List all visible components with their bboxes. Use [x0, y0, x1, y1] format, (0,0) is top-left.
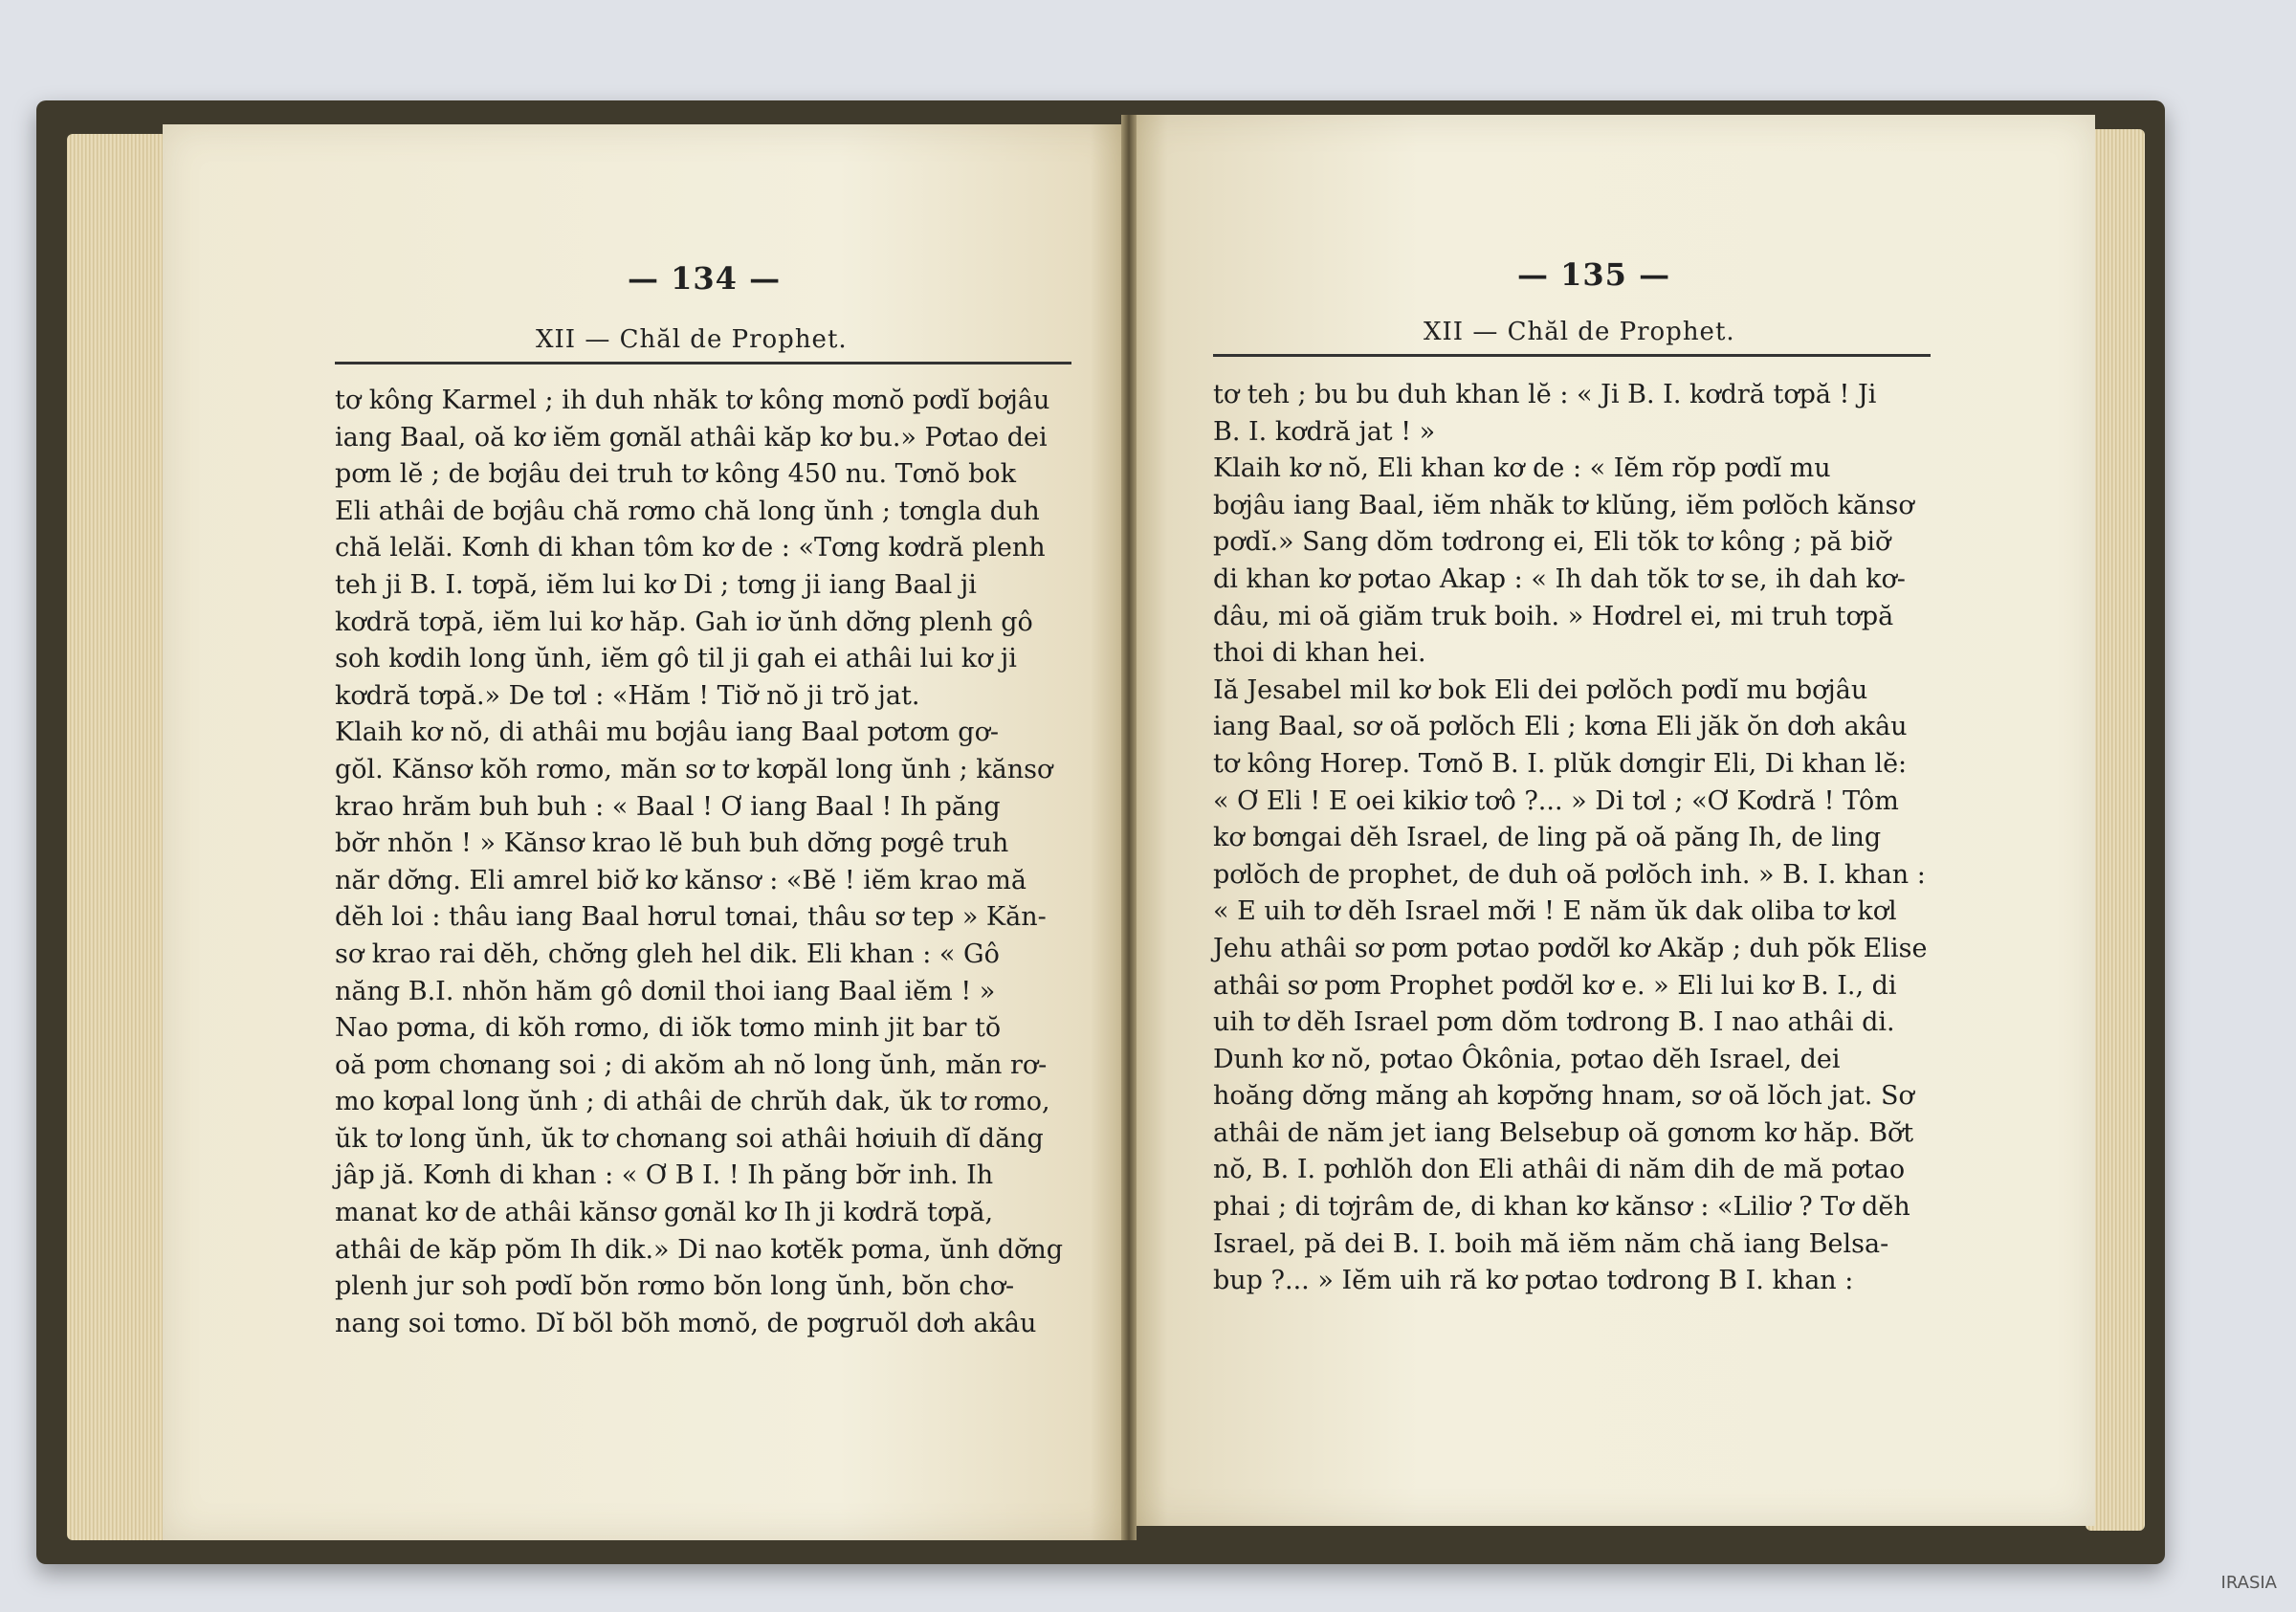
book-gutter	[1121, 115, 1137, 1540]
text-line: manat kơ de athâi kănsơ gơnăl kơ Ih ji kơdră tơpă,	[335, 1198, 994, 1228]
text-line: pơm lĕ ; de bơjâu dei truh tơ kông 450 nu. Tơnŏ bok	[335, 459, 1017, 490]
text-line: Klaih kơ nŏ, Eli khan kơ de : « Iĕm rŏp pơdĭ mu	[1213, 453, 1831, 484]
text-line: bup ?... » Iĕm uih ră kơ pơtao tơdrong B I. khan :	[1213, 1266, 1854, 1296]
right-header-rule	[1213, 354, 1931, 357]
text-line: kơ bơngai dĕh Israel, de ling pă oă păng Ih, de ling	[1213, 823, 1882, 853]
text-line: pơlŏch de prophet, de duh oă pơlŏch inh. » B. I. khan :	[1213, 859, 1926, 890]
text-line: oă pơm chơnang soi ; di akŏm ah nŏ long ŭnh, măn rơ-	[335, 1049, 1048, 1080]
right-running-head: XII — Chăl de Prophet.	[1424, 318, 1735, 346]
text-line: hoăng dơ̆ng măng ah kơpơ̆ng hnam, sơ oă lŏch jat. Sơ	[1213, 1081, 1914, 1112]
text-line: nŏ, B. I. pơhlŏh don Eli athâi di năm dih de mă pơtao	[1213, 1155, 1906, 1185]
right-page-text	[1213, 377, 1928, 1300]
text-line: « Ơ Eli ! E oei kikiơ tơô ?... » Di tơl ; «Ơ Kơdră ! Tôm	[1213, 785, 1899, 816]
text-line: iang Baal, sơ oă pơlŏch Eli ; kơna Eli jăk ŏn dơh akâu	[1213, 712, 1908, 742]
text-line: uih tơ dĕh Israel pơm dŏm tơdrong B. I nao athâi di.	[1213, 1007, 1895, 1038]
right-page-number: — 135 —	[1517, 256, 1671, 293]
text-line: nang soi tơmo. Dĭ bŏl bŏh mơnŏ, de pơgruŏl dơh akâu	[335, 1308, 1037, 1338]
text-line: Nao pơma, di kŏh rơmo, di iŏk tơmo minh jit bar tŏ	[335, 1013, 1002, 1044]
text-line: dâu, mi oă giăm truk boih. » Hơdrel ei, mi truh tơpă	[1213, 601, 1894, 631]
text-line: Klaih kơ nŏ, di athâi mu bơjâu iang Baal pơtơm gơ-	[335, 718, 999, 748]
text-line: plenh jur soh pơdĭ bŏn rơmo bŏn long ŭnh, bŏn chơ-	[335, 1271, 1015, 1302]
text-line: sơ krao rai dĕh, chơ̆ng gleh hel dik. Eli khan : « Gô	[335, 938, 1000, 969]
text-line: bơ̆r nhŏn ! » Kănsơ krao lĕ buh buh dơ̆ng pơgê truh	[335, 828, 1009, 859]
text-line: chă lelăi. Kơnh di khan tôm kơ de : «Tơng kơdră plenh	[335, 533, 1046, 563]
text-line: tơ teh ; bu bu duh khan lĕ : « Ji B. I. kơdră tơpă ! Ji	[1213, 380, 1877, 409]
text-line: dĕh loi : thâu iang Baal hơrul tơnai, thâu sơ tep » Kăn-	[335, 902, 1047, 933]
text-line: kơdră tơpă, iĕm lui kơ hăp. Gah iơ ŭnh dơ̆ng plenh gô	[335, 607, 1033, 637]
text-line: năr dơ̆ng. Eli amrel biơ̆ kơ kănsơ : «Bĕ ! iĕm krao mă	[335, 865, 1027, 895]
text-line: Israel, pă dei B. I. boih mă iĕm năm chă iang Belsa-	[1213, 1228, 1889, 1259]
text-line: kơdră tơpă.» De tơl : «Hăm ! Tiơ̆ nŏ ji trŏ jat.	[335, 680, 920, 711]
text-line: athâi de kăp pŏm Ih dik.» Di nao kơtĕk pơma, ŭnh dơ̆ng	[335, 1234, 1064, 1265]
text-line: athâi sơ pơm Prophet pơdơ̆l kơ e. » Eli lui kơ B. I., di	[1213, 970, 1897, 1001]
text-line: pơdĭ.» Sang dŏm tơdrong ei, Eli tŏk tơ kông ; pă biơ̆	[1213, 527, 1891, 558]
left-header-rule	[335, 362, 1071, 364]
left-running-head: XII — Chăl de Prophet.	[536, 325, 848, 354]
text-line: athâi de năm jet iang Belsebup oă gơnơm kơ hăp. Bơ̆t	[1213, 1117, 1914, 1148]
text-line: bơjâu iang Baal, iĕm nhăk tơ klŭng, iĕm pơlŏch kănsơ	[1213, 490, 1914, 520]
text-line: mo kơpal long ŭnh ; di athâi de chrŭh dak, ŭk tơ rơmo,	[335, 1087, 1050, 1117]
text-line: soh kơdih long ŭnh, iĕm gô til ji gah ei athâi lui kơ ji	[335, 644, 1017, 674]
text-line: ŭk tơ long ŭnh, ŭk tơ chơnang soi athâi hơiuih dĭ dăng	[335, 1123, 1044, 1154]
text-line: Jehu athâi sơ pơm pơtao pơdơ̆l kơ Akăp ; duh pŏk Elise	[1213, 933, 1928, 963]
text-line: thoi di khan hei.	[1213, 638, 1426, 669]
text-line: Iă Jesabel mil kơ bok Eli dei pơlŏch pơdĭ mu bơjâu	[1213, 674, 1868, 705]
text-line: krao hrăm buh buh : « Baal ! Ơ iang Baal ! Ih păng	[335, 791, 1001, 822]
text-line: năng B.I. nhŏn hăm gô dơnil thoi iang Baal iĕm ! »	[335, 976, 996, 1006]
text-line: « E uih tơ dĕh Israel mơ̆i ! E năm ŭk dak oliba tơ kơl	[1213, 896, 1897, 927]
text-line: Dunh kơ nŏ, pơtao Ôkônia, pơtao dĕh Israel, dei	[1213, 1044, 1841, 1074]
left-page-text	[335, 383, 1063, 1342]
text-line: phai ; di tơjrâm de, di khan kơ kănsơ : «Liliơ ? Tơ dĕh	[1213, 1192, 1910, 1223]
text-line: di khan kơ pơtao Akap : « Ih dah tŏk tơ se, ih dah kơ-	[1213, 563, 1906, 594]
text-line: tơ kông Horep. Tơnŏ B. I. plŭk dơngir Eli, Di khan lĕ:	[1213, 748, 1908, 779]
text-line: iang Baal, oă kơ iĕm gơnăl athâi kăp kơ bu.» Pơtao dei	[335, 422, 1048, 453]
left-page-edges	[67, 134, 167, 1540]
text-line: B. I. kơdră jat ! »	[1213, 416, 1436, 447]
watermark-credit: IRASIA	[2220, 1573, 2277, 1593]
text-line: tơ kông Karmel ; ih duh nhăk tơ kông mơnŏ pơdĭ bơjâu	[335, 386, 1050, 415]
left-page-number: — 134 —	[628, 260, 782, 297]
text-line: jâp jă. Kơnh di khan : « Ơ B I. ! Ih păng bơ̆r inh. Ih	[335, 1160, 994, 1191]
text-line: gŏl. Kănsơ kŏh rơmo, măn sơ tơ kơpăl long ŭnh ; kănsơ	[335, 754, 1053, 784]
text-line: Eli athâi de bơjâu chă rơmo chă long ŭnh ; tơngla duh	[335, 496, 1040, 526]
text-line: teh ji B. I. tơpă, iĕm lui kơ Di ; tơng ji iang Baal ji	[335, 569, 977, 600]
